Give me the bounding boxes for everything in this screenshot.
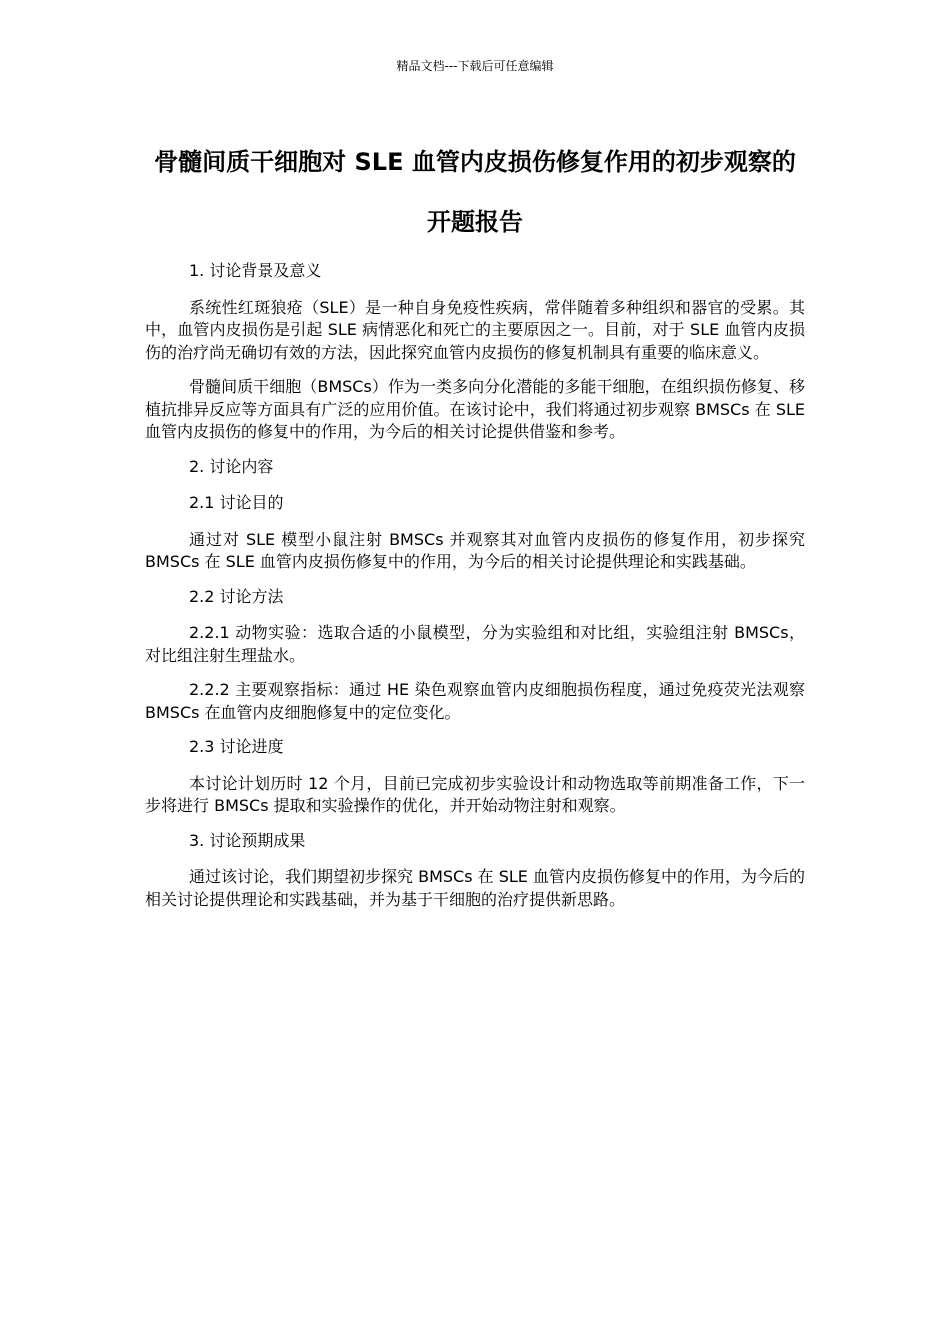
paragraph-background: 系统性红斑狼疮（SLE）是一种自身免疫性疾病，常伴随着多种组织和器官的受累。其中，血管内皮损伤是引起 SLE 病情恶化和死亡的主要原因之一。目前，对于 SLE 血管内皮损伤的治疗尚无确切有效的方法，因此探究血管内皮损伤的修复机制具有重要的临床意义。: [145, 297, 805, 362]
paragraph-expected-results: 通过该讨论，我们期望初步探究 BMSCs 在 SLE 血管内皮损伤修复中的作用，为今后的相关讨论提供理论和实践基础，并为基于干细胞的治疗提供新思路。: [145, 867, 805, 909]
paragraph-purpose: 通过对 SLE 模型小鼠注射 BMSCs 并观察其对血管内皮损伤的修复作用，初步探究 BMSCs 在 SLE 血管内皮损伤修复中的作用，为今后的相关讨论提供理论和实践基础。: [145, 529, 805, 571]
section-heading-2-1: 2.1 讨论目的: [189, 493, 284, 512]
document-body: [145, 260, 805, 923]
section-heading-2-2: 2.2 讨论方法: [189, 586, 284, 606]
paragraph-observation-index: 2.2.2 主要观察指标：通过 HE 染色观察血管内皮细胞损伤程度，通过免疫荧光法观察 BMSCs 在血管内皮细胞修复中的定位变化。: [145, 680, 805, 722]
page-title: 骨髓间质干细胞对 SLE 血管内皮损伤修复作用的初步观察的开题报告: [154, 148, 796, 236]
header-note: 精品文档---下载后可任意编辑: [396, 59, 554, 73]
section-heading-2: 2. 讨论内容: [189, 456, 274, 476]
section-heading-1: 1. 讨论背景及意义: [189, 261, 322, 280]
section-heading-3: 3. 讨论预期成果: [189, 830, 306, 850]
paragraph-bmscs: 骨髓间质干细胞（BMSCs）作为一类多向分化潜能的多能干细胞，在组织损伤修复、移植抗排异反应等方面具有广泛的应用价值。在该讨论中，我们将通过初步观察 BMSCs 在 SLE 血管内皮损伤的修复中的作用，为今后的相关讨论提供借鉴和参考。: [145, 377, 805, 441]
paragraph-animal-experiment: 2.2.1 动物实验：选取合适的小鼠模型，分为实验组和对比组，实验组注射 BMSCs，对比组注射生理盐水。: [145, 623, 805, 665]
paragraph-progress: 本讨论计划历时 12 个月，目前已完成初步实验设计和动物选取等前期准备工作，下一步将进行 BMSCs 提取和实验操作的优化，并开始动物注射和观察。: [145, 773, 805, 815]
section-heading-2-3: 2.3 讨论进度: [189, 737, 284, 756]
